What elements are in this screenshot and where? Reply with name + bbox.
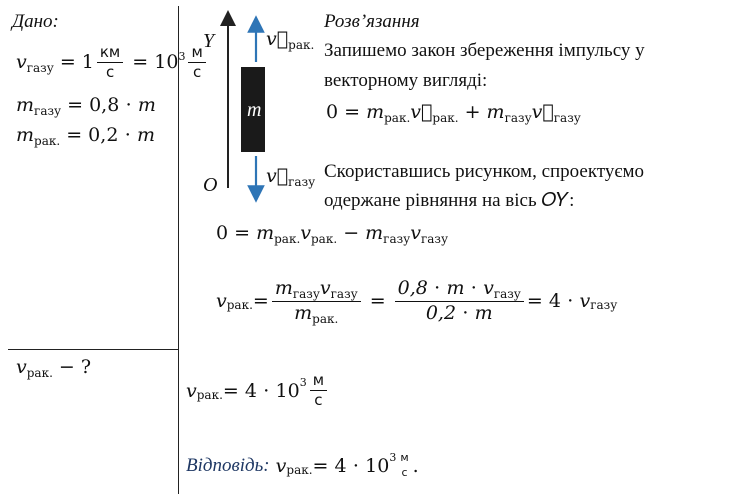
mass-label: m <box>247 99 262 121</box>
given-title: Дано: <box>12 11 59 32</box>
table-horizontal-divider <box>8 349 178 350</box>
solution-text-1b: векторному вигляді: <box>324 70 488 91</box>
momentum-vector-equation: $0 = 𝑚_{рак.}𝑣⃗_{рак.}$ + $𝑚_{газу}𝑣⃗_{газу}$ <box>326 101 581 125</box>
solution-text-2b: одержане рівняння на вісь 𝑂𝑌: <box>324 190 575 211</box>
gas-velocity-label: $𝑣⃗_{газу}$ <box>266 165 316 189</box>
projection-equation: 0 = 𝑚$_{рак.}$𝑣$_{рак.}$ − 𝑚$_{газу}$𝑣$_{газу}$ <box>216 222 448 246</box>
rocket-velocity-label: $𝑣⃗_{рак.}$ <box>266 28 315 52</box>
solution-title: Розв’язання <box>324 11 420 32</box>
given-m-rocket: 𝑚$_{рак.}$ = 0,2 ⋅ 𝑚 <box>16 124 156 148</box>
find-v-rocket: 𝑣$_{рак.}$ − ? <box>16 356 92 380</box>
axis-o-label: O <box>203 174 218 196</box>
solution-text-2a: Скориставшись рисунком, спроектуємо <box>324 161 645 182</box>
solution-text-1a: Запишемо закон збереження імпульсу у <box>324 40 645 61</box>
given-v-gas: 𝑣$_{газу}$ = 1 $\frac{км}{с}$ = $10^3$ $\frac{м}{с}$ <box>16 44 209 82</box>
answer-label: Відповідь: <box>186 454 270 476</box>
rocket-speed-derivation: 𝑣 рак. = $\frac{𝑚_{газу}𝑣_{газу}}{𝑚_{рак.}}$ = $\frac{0,8 \cdot 𝑚 \cdot 𝑣_{газу}}{\text{0,2 ⋅ 𝑚}}$ = 4 ⋅ 𝑣 газу <box>216 277 618 326</box>
result-equation: 𝑣 рак. = 4 ⋅ 10 3 $\frac{м}{с}$ <box>186 372 330 410</box>
axis-y-label: Y <box>203 30 215 52</box>
given-m-gas: 𝑚$_{газу}$ = 0,8 ⋅ 𝑚 <box>16 94 156 118</box>
answer-line: Відповідь: 𝑣 рак. = 4 ⋅ 10 3 м с . <box>186 451 419 479</box>
